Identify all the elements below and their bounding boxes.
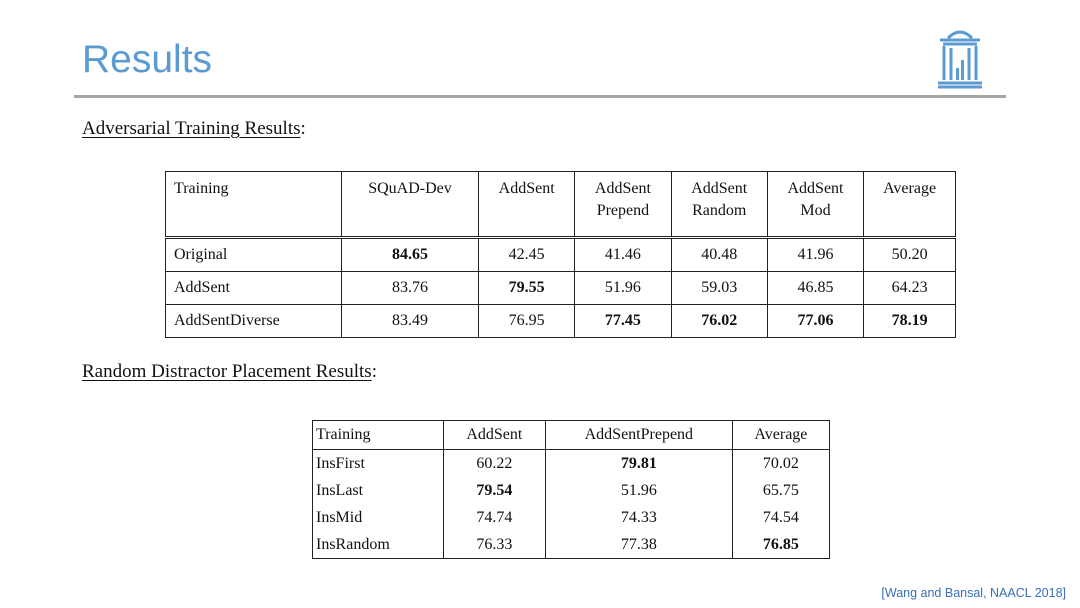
rand-row <box>313 477 830 504</box>
adv-value-cell: 59.03 <box>671 272 767 305</box>
adv-value-cell: 83.76 <box>341 272 478 305</box>
adversarial-results-table <box>165 171 956 338</box>
adv-value-cell: 83.49 <box>341 305 478 338</box>
adv-row <box>166 238 956 272</box>
rand-value-cell: 79.54 <box>443 477 545 504</box>
adv-header-cell: AddSent Random <box>671 172 767 238</box>
adv-value-cell: 77.06 <box>767 305 863 338</box>
adv-value-cell: 76.95 <box>479 305 575 338</box>
rand-header-cell: Training <box>313 421 444 450</box>
rand-value-cell: 77.38 <box>545 531 732 559</box>
random-placement-results-table <box>312 420 830 559</box>
rand-value-cell: 74.33 <box>545 504 732 531</box>
rand-row-label: InsFirst <box>313 450 444 478</box>
section-heading-adversarial: Adversarial Training Results: <box>82 118 306 139</box>
adv-value-cell: 51.96 <box>575 272 671 305</box>
rand-row <box>313 531 830 559</box>
rand-value-cell: 51.96 <box>545 477 732 504</box>
rand-value-cell: 74.74 <box>443 504 545 531</box>
adv-value-cell: 50.20 <box>864 238 956 272</box>
adv-value-cell: 64.23 <box>864 272 956 305</box>
rand-value-cell: 65.75 <box>732 477 829 504</box>
rand-row <box>313 504 830 531</box>
adv-header-cell: AddSent Mod <box>767 172 863 238</box>
adv-row-label: AddSent <box>166 272 342 305</box>
adv-row-label: Original <box>166 238 342 272</box>
rand-value-cell: 76.85 <box>732 531 829 559</box>
adv-value-cell: 78.19 <box>864 305 956 338</box>
adv-row <box>166 272 956 305</box>
adv-value-cell: 41.46 <box>575 238 671 272</box>
rand-header-cell: Average <box>732 421 829 450</box>
citation: [Wang and Bansal, NAACL 2018] <box>881 586 1066 600</box>
adv-header-cell: Training <box>166 172 342 238</box>
adv-value-cell: 46.85 <box>767 272 863 305</box>
adv-value-cell: 40.48 <box>671 238 767 272</box>
adv-row <box>166 305 956 338</box>
rand-header-cell: AddSentPrepend <box>545 421 732 450</box>
rand-row-label: InsMid <box>313 504 444 531</box>
old-well-logo-icon <box>934 26 986 90</box>
rand-row-label: InsRandom <box>313 531 444 559</box>
adv-value-cell: 76.02 <box>671 305 767 338</box>
adv-header-cell: SQuAD-Dev <box>341 172 478 238</box>
rand-row <box>313 450 830 478</box>
adv-value-cell: 41.96 <box>767 238 863 272</box>
rand-value-cell: 60.22 <box>443 450 545 478</box>
adv-row-label: AddSentDiverse <box>166 305 342 338</box>
rand-value-cell: 74.54 <box>732 504 829 531</box>
slide-title: Results <box>82 38 213 81</box>
rand-row-label: InsLast <box>313 477 444 504</box>
adv-header-cell: AddSent <box>479 172 575 238</box>
adv-header-cell: AddSent Prepend <box>575 172 671 238</box>
title-divider <box>74 95 1006 98</box>
adv-value-cell: 77.45 <box>575 305 671 338</box>
adv-value-cell: 42.45 <box>479 238 575 272</box>
rand-value-cell: 70.02 <box>732 450 829 478</box>
section-heading-random-placement: Random Distractor Placement Results: <box>82 361 377 382</box>
adv-header-cell: Average <box>864 172 956 238</box>
adv-value-cell: 79.55 <box>479 272 575 305</box>
rand-value-cell: 79.81 <box>545 450 732 478</box>
rand-header-cell: AddSent <box>443 421 545 450</box>
adv-value-cell: 84.65 <box>341 238 478 272</box>
rand-value-cell: 76.33 <box>443 531 545 559</box>
